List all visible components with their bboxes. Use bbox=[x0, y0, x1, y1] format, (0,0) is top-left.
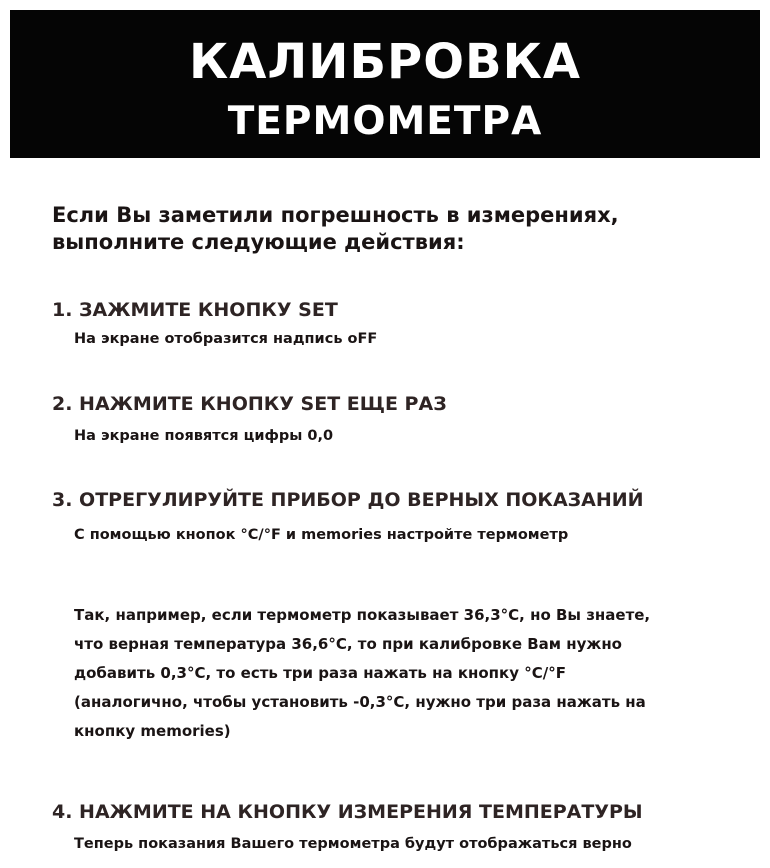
example-line: что верная температура 36,6°C, то при калибровке Вам нужно bbox=[74, 635, 622, 653]
intro-line: Если Вы заметили погрешность в измерениях, bbox=[52, 203, 619, 227]
example-line: добавить 0,3°C, то есть три раза нажать на кнопку °C/°F bbox=[74, 664, 566, 682]
example-line: кнопку memories) bbox=[74, 722, 231, 740]
example-line: Так, например, если термометр показывает 36,3°C, но Вы знаете, bbox=[74, 606, 651, 624]
page-title-line2: ТЕРМОМЕТРА bbox=[227, 99, 543, 144]
step-1-note: На экране отобразится надпись oFF bbox=[74, 331, 378, 347]
step-1-title: 1. ЗАЖМИТЕ КНОПКУ SET bbox=[52, 299, 338, 321]
intro-line: выполните следующие действия: bbox=[52, 230, 465, 254]
example-line: (аналогично, чтобы установить -0,3°C, нужно три раза нажать на bbox=[74, 693, 646, 711]
step-2-title: 2. НАЖМИТЕ КНОПКУ SET ЕЩЕ РАЗ bbox=[52, 393, 447, 415]
step-3-title: 3. ОТРЕГУЛИРУЙТЕ ПРИБОР ДО ВЕРНЫХ ПОКАЗАНИЙ bbox=[52, 489, 644, 511]
step-4-note: Теперь показания Вашего термометра будут отображаться верно bbox=[74, 836, 632, 852]
page-title-line1: КАЛИБРОВКА bbox=[189, 34, 581, 90]
step-2-note: На экране появятся цифры 0,0 bbox=[74, 428, 334, 444]
step-3-note: С помощью кнопок °C/°F и memories настройте термометр bbox=[74, 527, 569, 543]
calibration-example bbox=[74, 601, 754, 746]
step-4-title: 4. НАЖМИТЕ НА КНОПКУ ИЗМЕРЕНИЯ ТЕМПЕРАТУРЫ bbox=[52, 801, 643, 823]
title-banner bbox=[10, 10, 760, 158]
intro-text bbox=[52, 202, 752, 256]
